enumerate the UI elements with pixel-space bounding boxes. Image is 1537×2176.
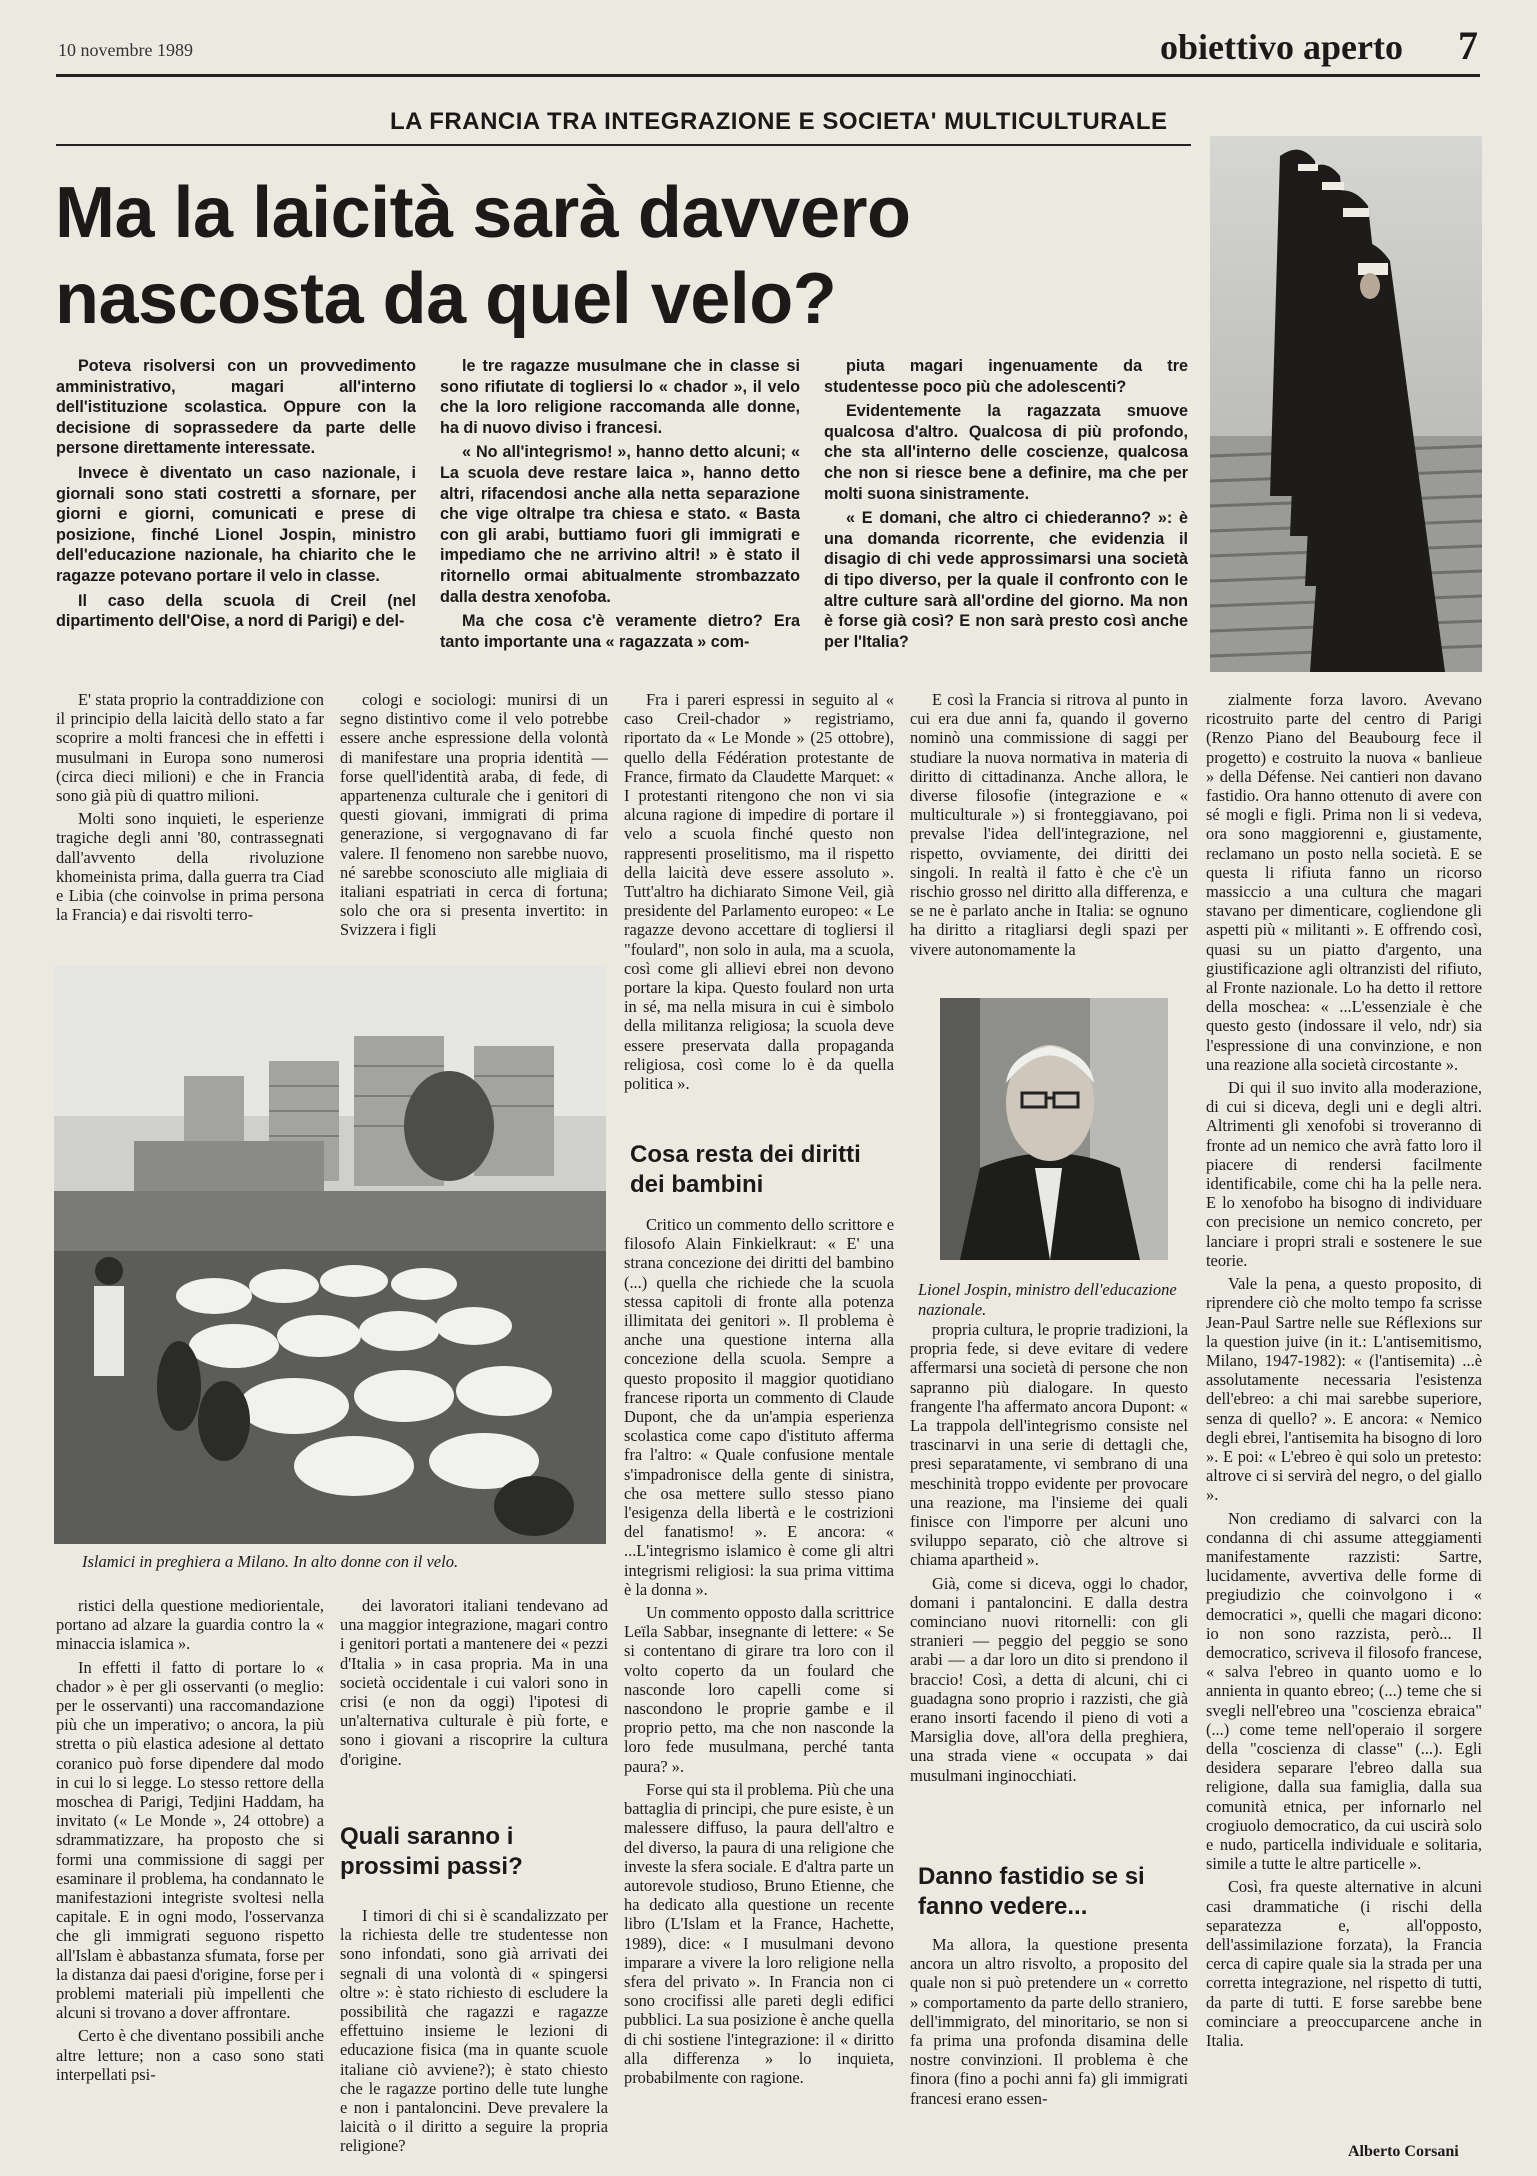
body-paragraph: Critico un commento dello scrittore e filosofo Alain Finkielkraut: « E' una strana concezione dei diritti del bambino (...) quella che richiede che la scuola stessa capitoli di fronte alla potenza illimitata dei genitori ». Il problema è anche una questione interna alla concezione della scuola. Sempre a questo proposito il maggior quotidiano francese riporta un commento di Claude Dupont, che da un'ampia esperienza scolastica come capo d'istituto afferma fra l'altro: « Quale confusione mentale s'impadronisce della gente di sinistra, che osa mettere sullo stesso piano l'esigenza della libertà e le costrizioni del fanatismo! ». E ancora: « ...L'integrismo islamico è come gli altri integrismi religiosi: la sua prima vittima è la donna ». (624, 1215, 894, 1599)
lead-column-2 (440, 356, 800, 656)
body-paragraph: In effetti il fatto di portare lo « chador » è per gli osservanti (o meglio: per le osservanti) una raccomandazione più che un imperativo; o ancora, la più stretta o più elastica adesione al dettato coranico può forse dipendere dal modo in cui lo si legge. Lo stesso rettore della moschea di Parigi, Tedjini Haddam, ha invitato (« Le Monde », 24 ottobre) a sdrammatizzare, ha proposto che si formi una commissione di saggi per esaminare il problema, ha condannato le manifestazioni integriste svoltesi nella capitale. E in ogni modo, l'osservanza che gli immigrati seguono rispetto all'Islam è abbastanza sfumata, forse per la distanza dai paesi d'origine, forse per i problemi materiali più impellenti che alcuni si trovano a dover affrontare. (56, 1657, 324, 2023)
issue-date: 10 novembre 1989 (58, 40, 193, 60)
lead-paragraph: Evidentemente la ragazzata smuove qualcosa d'altro. Qualcosa di più profondo, che sta all'interno delle coscienze, qualcosa che non si riesce bene a definire, ma che per molti suona sinistramente. (824, 402, 1188, 503)
lead-paragraph: Ma che cosa c'è veramente dietro? Era tanto importante una « ragazzata » com- (440, 612, 800, 651)
body-paragraph: Già, come si diceva, oggi lo chador, domani i pantaloncini. E dalla destra cominciano nuovi ritornelli: con gli stranieri — peggio del peggio se sono arabi — a dar loro un dito si prendono il braccio! Così, a detta di alcuni, chi ci guadagna sono proprio i razzisti, che già erano insorti facendo il pieno di voti a Marsiglia dove, all'ora della preghiera, una strada viene « occupata » dai musulmani inginocchiati. (910, 1573, 1188, 1785)
lead-column-1 (56, 356, 416, 656)
body-column-4-bottom-a (910, 1320, 1188, 1840)
body-column-2-top (340, 690, 608, 965)
body-column-1-top (56, 690, 324, 965)
body-column-4-top (910, 690, 1188, 990)
photo-prayer-milano (54, 966, 606, 1544)
headline: Ma la laicità sarà davvero nascosta da quel velo? (55, 173, 911, 339)
body-column-3-bottom (624, 1215, 894, 2155)
masthead-rule (56, 74, 1480, 77)
lead-paragraph: le tre ragazze musulmane che in classe si sono rifiutate di togliersi lo « chador », il velo che la loro religione raccomanda alle donne, ha di nuovo diviso i francesi. (440, 357, 800, 437)
lead-paragraph: piuta magari ingenuamente da tre studentesse poco più che adolescenti? (824, 357, 1188, 396)
subhead-passi: Quali saranno i prossimi passi? (340, 1823, 523, 1880)
body-column-2-bottom-a (340, 1596, 608, 1808)
body-paragraph: Forse qui sta il problema. Più che una battaglia di principi, che pure esiste, è un malessere diffuso, la paura dell'altro e del diverso, la paura di una religione che investe la sfera sociale. E d'altra parte un autorevole studioso, Bruno Etienne, che ha dedicato alla questione un recente libro (L'Islam et la France, Hachette, 1989), dice: « I musulmani devono imparare a vivere la loro religione nella sfera del privato ». In Francia non ci sono crocifissi alle pareti degli edifici pubblici. La sua posizione è anche quella di chi sostiene l'integrazione: il « diritto alla differenza » lo inquieta, probabilmente con ragione. (624, 1779, 894, 2087)
body-paragraph: Molti sono inquieti, le esperienze tragiche degli anni '80, contrassegnati dall'avvento della rivoluzione khomeinista prima, dalla guerra tra Ciad e Libia (che coinvolse in prima persona la Francia) e dai risvolti terro- (56, 809, 324, 925)
lead-paragraph: Poteva risolversi con un provvedimento amministrativo, magari all'interno dell'istituzione scolastica. Oppure con la decisione di soprassedere da parte delle persone direttamente interessate. (56, 357, 416, 458)
jospin-photo-caption: Lionel Jospin, ministro dell'educazione nazionale. (918, 1280, 1177, 1319)
body-paragraph: Ma allora, la questione presenta ancora un altro risvolto, a proposito del quale non si può pretendere un « corretto » comportamento da parte dello straniero, dell'immigrato, del minoritario, se non si fa prima una profonda disamina delle nostre convinzioni. Il problema è che finora (fino a pochi anni fa) gli immigrati francesi erano essen- (910, 1935, 1188, 2108)
body-column-4-bottom-b (910, 1935, 1188, 2155)
lead-paragraph: « E domani, che altro ci chiederanno? »: è una domanda ricorrente, che evidenzia il disagio di chi vede approssimarsi una società di tipo diverso, per la quale il confronto con le altre culture sarà all'ordine del giorno. Ma non è forse già così? E non sarà presto così anche per l'Italia? (824, 509, 1188, 651)
section-name: obiettivo aperto (1160, 27, 1403, 67)
subhead-diritti: Cosa resta dei diritti dei bambini (630, 1141, 861, 1198)
lead-column-3 (824, 356, 1188, 676)
body-column-2-bottom-b (340, 1906, 608, 2156)
body-paragraph: zialmente forza lavoro. Avevano ricostruito parte del centro di Parigi (Renzo Piano del Beaubourg fece il progetto) e costruito la nuova « banlieue » della Défense. Nei cantieri non davano fastidio. Ora hanno ottenuto di avere con sé mogli e figli. Prima non li si vedeva, ora sono maggiorenni e, giustamente, reclamano un posto nella società. E se questa li rifiuta fanno un ricorso massiccio a una cultura che magari stavano per dimenticare, cogliendone gli aspetti più « militanti ». E offrendo così, quasi su un piatto d'argento, una giustificazione agli oltranzisti del rifiuto, al Fronte nazionale. Lo ha detto il rettore della moschea: « ...L'essenziale è che questo gesto (indossare il velo, ndr) sia l'espressione di una convinzione, e non una reazione alla società circostante ». (1206, 690, 1482, 1074)
body-paragraph: Non crediamo di salvarci con la condanna di chi assume atteggiamenti manifestamente razzisti: Sartre, lucidamente, avvertiva delle forme di pregiudizio che coinvolgono i « democratici », quelli che magari dicono: io non sono razzista, però... Il democratico, scriveva il filosofo francese, « salva l'ebreo in quanto uomo e lo annienta in quanto ebreo; (...) teme che si svegli nell'ebreo una "coscienza ebraica" (...) come teme nell'operaio il sorgere della "coscienza di classe" (...). Egli desidera separare l'ebreo dalla sua religione, dalla sua famiglia, dalla sua comunità etnica, per infornarlo nel crogiuolo democratico, da cui uscirà solo e nudo, particella individuale e solitaria, simile a tutte le altre particelle ». (1206, 1508, 1482, 1874)
page-number: 7 (1458, 23, 1478, 68)
prayer-photo-caption: Islamici in preghiera a Milano. In alto donne con il velo. (82, 1552, 459, 1571)
body-paragraph: cologi e sociologi: munirsi di un segno distintivo come il velo potrebbe essere anche espressione della volontà di manifestare una propria identità — forse quell'identità araba, di fede, di appartenenza culturale che i genitori di questi giovani, immigrati di prima generazione, si vergognavano di far valere. Il fenomeno non sarebbe nuovo, né sarebbe sconosciuto alle migliaia di italiani espatriati in cerca di fortuna; solo che ora si presenta invertito: in Svizzera i figli (340, 690, 608, 940)
body-paragraph: Di qui il suo invito alla moderazione, di cui si diceva, degli uni e degli altri. Altrimenti gli xenofobi si troveranno di fronte ad un nemico che avrà fatto loro il piacere di rendersi facilmente identificabile, come chi ha la pelle nera. E lo xenofobo ha bisogno di individuare con precisione un nemico concreto, per lanciare i propri strali e sostenere le sue teorie. (1206, 1078, 1482, 1270)
author-signature: Alberto Corsani (1348, 2143, 1459, 2160)
body-paragraph: Vale la pena, a questo proposito, di riprendere ciò che molto tempo fa scrisse Jean-Paul Sartre nelle sue Réflexions sur la question juive (in it.: L'antisemitismo, Milano, 1947-1982): « (l'antisemita) ...è assolutamente necessaria l'esistenza dell'ebreo: a chi mai sarebbe superiore, senza di quello? ». E ancora: « Nemico degli ebrei, l'antisemita ha bisogno di loro ». E poi: « L'ebreo è qui solo un pretesto: altrove ci si servirà del negro, o del giallo ». (1206, 1274, 1482, 1505)
lead-paragraph: Invece è diventato un caso nazionale, i giornali sono stati costretti a sfornare, per giorni e giorni, comunicati e prese di posizione, finché Lionel Jospin, ministro dell'educazione nazionale, ha chiarito che le ragazze potevano portare il velo in classe. (56, 463, 416, 585)
lead-paragraph: « No all'integrismo! », hanno detto alcuni; « La scuola deve restare laica », hanno detto altri, rifacendosi anche alla netta separazione che vige oltralpe tra chiesa e stato. « Basta con gli arabi, buttiamo fuori gli immigrati e impediamo che ne arrivino altri! » è stato il ritornello ormai abitualmente strombazzato dalla destra xenofoba. (440, 443, 800, 606)
body-column-3 (624, 690, 894, 1110)
body-paragraph: Così, fra queste alternative in alcuni casi drammatiche (i rischi della separatezza e, all'opposto, dell'assimilazione forzata), la Francia cerca di capire quale sia la strada per una corretta integrazione, nel rispetto di tutti, da parte di tutti. E forse sarebbe bene cominciare a preoccuparcene anche in Italia. (1206, 1877, 1482, 2051)
body-paragraph: I timori di chi si è scandalizzato per la richiesta delle tre studentesse non sono infondati, sono già arrivati dei segnali di una volontà di « spingersi oltre »: è stato richiesto di escludere la possibilità che ragazzi e ragazze effettuino insieme le lezioni di educazione fisica (ma in quante scuole italiane ciò avviene?); è stato chiesto che le ragazze portino delle tute lunghe e non i pantaloncini. Deve prevalere la laicità o il diritto a seguire la propria religione? (340, 1906, 608, 2156)
body-column-1-bottom (56, 1596, 324, 2156)
body-paragraph: dei lavoratori italiani tendevano ad una maggior integrazione, magari contro i genitori portati a mantenere dei « pezzi d'Italia » in casa propria. Ma in una società occidentale i cui valori sono in crisi (e non da oggi) l'ipotesi di un'alternativa culturale è più forte, e sono i giovani a riscoprire la cultura d'origine. (340, 1596, 608, 1769)
body-paragraph: Certo è che diventano possibili anche altre letture; non a caso sono stati interpellati psi- (56, 2026, 324, 2084)
lead-paragraph: Il caso della scuola di Creil (nel dipartimento dell'Oise, a nord di Parigi) e del- (56, 591, 416, 631)
photo-lionel-jospin (940, 998, 1168, 1260)
body-paragraph: ristici della questione mediorientale, portano ad alzare la guardia contro la « minaccia islamica ». (56, 1596, 324, 1654)
body-paragraph: propria cultura, le proprie tradizioni, la propria fede, si deve evitare di vedere affermarsi una società di persone che non sapranno più dialogare. In questo frangente l'ha affermato ancora Dupont: « La trappola dell'integrismo consiste nel trascinarvi in una serie di dettagli che, presi separatamente, vi sembrano di una meschinità troppo evidente per provocare una reazione, ma l'insieme dei quali finisce con l'imporre per alcuni uno sviluppo separato, ciò che altrove si chiama apartheid ». (910, 1320, 1188, 1570)
body-column-5 (1206, 690, 1482, 2140)
body-paragraph: Fra i pareri espressi in seguito al « caso Creil-chador » registriamo, riportato da « Le Monde » (25 ottobre), quello della Fédération protestante de France, firmato da Claudette Marquet: « I protestanti ritengono che non vi sia alcuna ragione di impedire di portare il velo a scuola finché questo non rappresenti proselitismo, ma il rispetto della laicità deve essere assoluto ». Tutt'altro ha dichiarato Simone Veil, già presidente del Parlamento europeo: « Le ragazze devono accettare di togliersi il "foulard", non solo in aula, ma a scuola, così come gli allievi ebrei non devono portare la kipa. Questo foulard non urta in sé, ma nella misura in cui è simbolo della militanza religiosa; la scuola deve essere preservata dalla propaganda religiosa, così come lo è da quella politica ». (624, 690, 894, 1094)
kicker: LA FRANCIA TRA INTEGRAZIONE E SOCIETA' MULTICULTURALE (390, 108, 1168, 135)
photo-veiled-women (1210, 136, 1482, 672)
kicker-rule (56, 144, 1191, 146)
body-paragraph: E così la Francia si ritrova al punto in cui era due anni fa, quando il governo nominò una commissione di saggi per studiare la nuova normativa in materia di diritto di cittadinanza. Anche allora, le diverse filosofie (integrazione e « multiculturale ») si fronteggiavano, poi prevalse l'idea dell'integrazione, nel rispetto, ovviamente, dei diritti dei singoli. In realtà il fatto è che c'è un rischio grosso nel diritto alla differenza, e se ne è parlato anche in Italia: se ognuno ha diritto a ritagliarsi degli spazi per vivere autonomamente la (910, 690, 1188, 959)
body-paragraph: E' stata proprio la contraddizione con il principio della laicità dello stato a far scoprire a molti francesi che in effetti i musulmani in Europa sono numerosi (circa dieci milioni) e che in Francia sono già più di quattro milioni. (56, 690, 324, 806)
subhead-fastidio: Danno fastidio se si fanno vedere... (918, 1863, 1145, 1920)
body-paragraph: Un commento opposto dalla scrittrice Leïla Sabbar, insegnante di lettere: « Se si contentano di girare tra loro con il volto coperto da un foulard che nasconde loro capelli come si nascondono le proprie gambe e il proprio petto, ma che non nasconde la loro fede musulmana, perché tanta paura? ». (624, 1603, 894, 1776)
